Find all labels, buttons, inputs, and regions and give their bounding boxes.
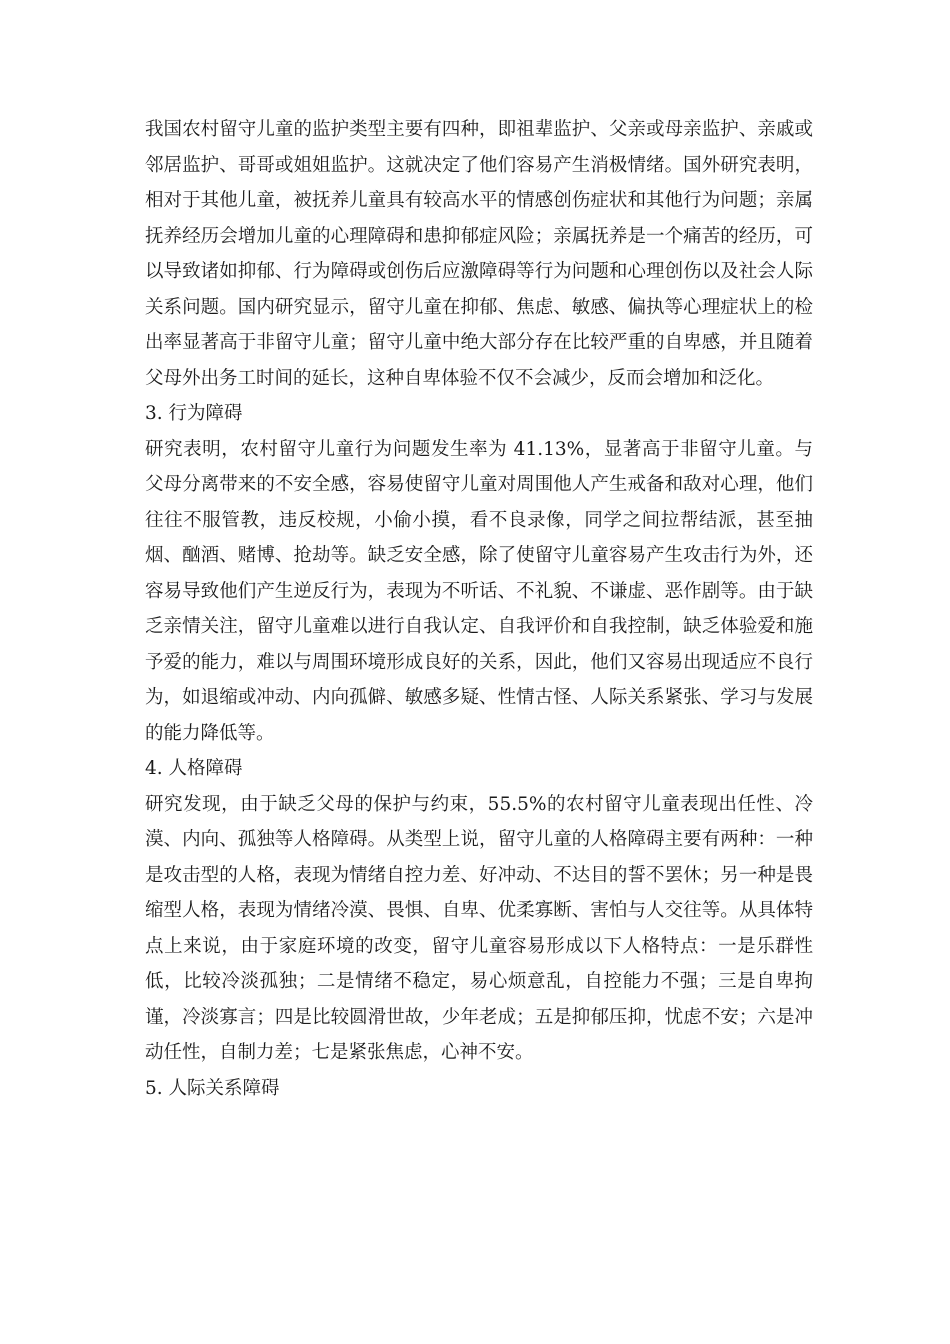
section-heading-interpersonal-disorder: 5. 人际关系障碍 <box>145 1077 280 1099</box>
section-heading-personality-disorder: 4. 人格障碍 <box>145 758 243 779</box>
paragraph-emotional-problems: 我国农村留守儿童的监护类型主要有四种，即祖辈监护、父亲或母亲监护、亲戚或邻居监护、哥哥或姐姐监护。这就决定了他们容易产生消极情绪。国外研究表明，相对于其他儿童，被抚养儿童具有较高水平的情感创伤症状和其他行为问题；亲属抚养经历会增加儿童的心理障碍和患抑郁症风险；亲属抚养是一个痛苦的经历，可以导致诸如抑郁、行为障碍或创伤后应激障碍等行为问题和心理创伤以及社会人际关系问题。国内研究显示，留守儿童在抑郁、焦虑、敏感、偏执等心理症状上的检出率显著高于非留守儿童；留守儿童中绝大部分存在比较严重的自卑感，并且随着父母外出务工时间的延长，这种自卑体验不仅不会减少，反而会增加和泛化。 <box>145 119 813 389</box>
paragraph-behavior-disorder: 研究表明，农村留守儿童行为问题发生率为 41.13%，显著高于非留守儿童。与父母分离带来的不安全感，容易使留守儿童对周围他人产生戒备和敌对心理，他们往往不服管教，违反校规，小偷小摸，看不良录像，同学之间拉帮结派，甚至抽烟、酗酒、赌博、抢劫等。缺乏安全感，除了使留守儿童容易产生攻击行为外，还容易导致他们产生逆反行为，表现为不听话、不礼貌、不谦虚、恶作剧等。由于缺乏亲情关注，留守儿童难以进行自我认定、自我评价和自我控制，缺乏体验爱和施予爱的能力，难以与周围环境形成良好的关系，因此，他们又容易出现适应不良行为，如退缩或冲动、内向孤僻、敏感多疑、性情古怪、人际关系紧张、学习与发展的能力降低等。 <box>145 438 813 744</box>
section-heading-behavior-disorder: 3. 行为障碍 <box>145 403 243 424</box>
paragraph-personality-disorder: 研究发现，由于缺乏父母的保护与约束，55.5%的农村留守儿童表现出任性、冷漠、内向、孤独等人格障碍。从类型上说，留守儿童的人格障碍主要有两种：一种是攻击型的人格，表现为情绪自控力差、好冲动、不达目的誓不罢休；另一种是畏缩型人格，表现为情绪冷漠、畏惧、自卑、优柔寡断、害怕与人交往等。从具体特点上来说，由于家庭环境的改变，留守儿童容易形成以下人格特点：一是乐群性低，比较冷淡孤独；二是情绪不稳定，易心烦意乱，自控能力不强；三是自卑拘谨，冷淡寡言；四是比较圆滑世故，少年老成；五是抑郁压抑，忧虑不安；六是冲动任性，自制力差；七是紧张焦虑，心神不安。 <box>145 793 813 1063</box>
document-body <box>145 112 813 1106</box>
